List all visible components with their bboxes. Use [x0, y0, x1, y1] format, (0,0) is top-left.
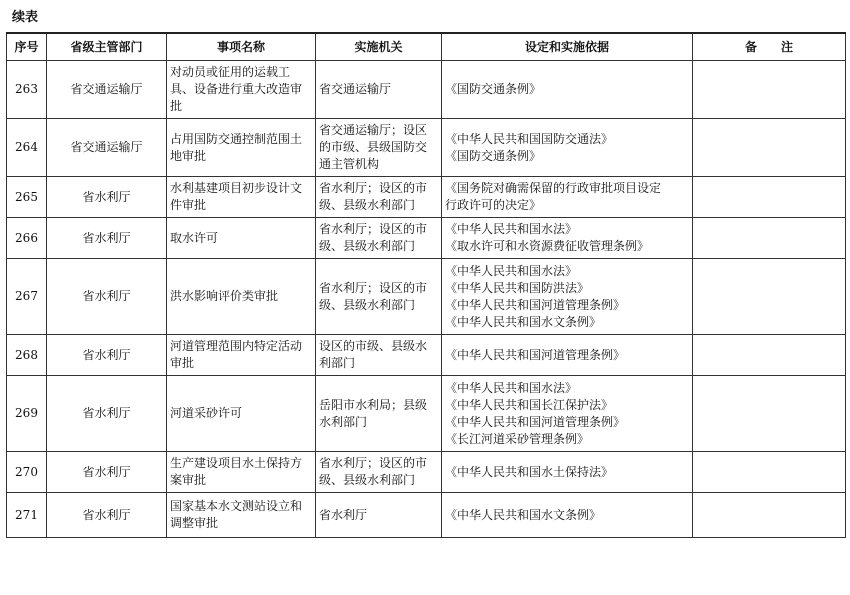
cell-name: 取水许可: [167, 218, 316, 259]
header-agency: 实施机关: [316, 33, 442, 61]
header-dept: 省级主管部门: [47, 33, 167, 61]
cell-note: [693, 376, 846, 452]
cell-basis: [442, 218, 693, 259]
table-row: [7, 493, 846, 538]
cell-dept: 省水利厅: [47, 177, 167, 218]
cell-basis: [442, 259, 693, 335]
cell-basis: [442, 61, 693, 119]
header-name: 事项名称: [167, 33, 316, 61]
header-no: 序号: [7, 33, 47, 61]
cell-dept: 省水利厅: [47, 218, 167, 259]
basis-line: 《中华人民共和国防洪法》: [445, 280, 590, 295]
cell-basis: [442, 335, 693, 376]
cell-name: 生产建设项目水土保持方案审批: [167, 452, 316, 493]
basis-line: 《中华人民共和国水文条例》: [445, 314, 602, 329]
cell-name: 对动员或征用的运载工具、设备进行重大改造审批: [167, 61, 316, 119]
table-row: [7, 259, 846, 335]
cell-name: 水利基建项目初步设计文件审批: [167, 177, 316, 218]
cell-name: 占用国防交通控制范围土地审批: [167, 119, 316, 177]
basis-line: 《中华人民共和国长江保护法》: [445, 397, 614, 412]
cell-name: 河道管理范围内特定活动审批: [167, 335, 316, 376]
cell-basis: [442, 119, 693, 177]
cell-no: 268: [7, 335, 47, 376]
cell-no: 271: [7, 493, 47, 538]
basis-line: 《取水许可和水资源费征收管理条例》: [445, 239, 650, 253]
cell-note: [693, 177, 846, 218]
cell-no: 265: [7, 177, 47, 218]
cell-note: [693, 452, 846, 493]
cell-note: [693, 335, 846, 376]
cell-agency: 省水利厅；设区的市级、县级水利部门: [316, 452, 442, 493]
cell-name: 洪水影响评价类审批: [167, 259, 316, 335]
table-row: [7, 335, 846, 376]
cell-agency: 省水利厅；设区的市级、县级水利部门: [316, 218, 442, 259]
cell-basis: [442, 376, 693, 452]
basis-line: 《中华人民共和国水土保持法》: [445, 464, 614, 479]
continued-label: 续表: [12, 10, 39, 25]
table-row: [7, 218, 846, 259]
header-note: 备 注: [693, 33, 846, 61]
cell-basis: [442, 452, 693, 493]
cell-basis: [442, 177, 693, 218]
cell-note: [693, 493, 846, 538]
cell-name: 国家基本水文测站设立和调整审批: [167, 493, 316, 538]
cell-agency: 省交通运输厅；设区的市级、县级国防交通主管机构: [316, 119, 442, 177]
cell-agency: 设区的市级、县级水利部门: [316, 335, 442, 376]
cell-name: 河道采砂许可: [167, 376, 316, 452]
cell-note: [693, 218, 846, 259]
basis-line: 《中华人民共和国水法》: [445, 263, 578, 278]
cell-agency: 省水利厅；设区的市级、县级水利部门: [316, 177, 442, 218]
basis-line: 《中华人民共和国水法》: [445, 222, 578, 236]
cell-dept: 省水利厅: [47, 493, 167, 538]
cell-note: [693, 259, 846, 335]
cell-dept: 省水利厅: [47, 452, 167, 493]
cell-no: 270: [7, 452, 47, 493]
cell-dept: 省交通运输厅: [47, 119, 167, 177]
cell-dept: 省水利厅: [47, 259, 167, 335]
cell-agency: 岳阳市水利局；县级水利部门: [316, 376, 442, 452]
basis-line: 《中华人民共和国水文条例》: [445, 507, 602, 522]
cell-dept: 省交通运输厅: [47, 61, 167, 119]
cell-no: 267: [7, 259, 47, 335]
basis-line: 《国防交通条例》: [445, 82, 542, 96]
table-row: [7, 452, 846, 493]
basis-line: 《长江河道采砂管理条例》: [445, 431, 590, 446]
basis-line: 《中华人民共和国水法》: [445, 380, 578, 395]
basis-line: 《国防交通条例》: [445, 148, 542, 163]
cell-no: 263: [7, 61, 47, 119]
cell-note: [693, 119, 846, 177]
table-row: [7, 376, 846, 452]
basis-line: 行政许可的决定》: [445, 198, 542, 212]
cell-note: [693, 61, 846, 119]
table-row: [7, 177, 846, 218]
basis-line: 《中华人民共和国河道管理条例》: [445, 414, 626, 429]
cell-basis: [442, 493, 693, 538]
table-row: [7, 61, 846, 119]
basis-line: 《中华人民共和国国防交通法》: [445, 131, 614, 146]
basis-line: 《中华人民共和国河道管理条例》: [445, 347, 626, 362]
cell-no: 264: [7, 119, 47, 177]
basis-line: 《国务院对确需保留的行政审批项目设定: [445, 181, 662, 195]
table-header-row: [7, 33, 846, 61]
cell-no: 269: [7, 376, 47, 452]
basis-line: 《中华人民共和国河道管理条例》: [445, 297, 626, 312]
cell-no: 266: [7, 218, 47, 259]
header-basis: 设定和实施依据: [442, 33, 693, 61]
table-row: [7, 119, 846, 177]
approval-items-table: [6, 32, 846, 538]
cell-dept: 省水利厅: [47, 335, 167, 376]
cell-dept: 省水利厅: [47, 376, 167, 452]
cell-agency: 省交通运输厅: [316, 61, 442, 119]
cell-agency: 省水利厅: [316, 493, 442, 538]
cell-agency: 省水利厅；设区的市级、县级水利部门: [316, 259, 442, 335]
